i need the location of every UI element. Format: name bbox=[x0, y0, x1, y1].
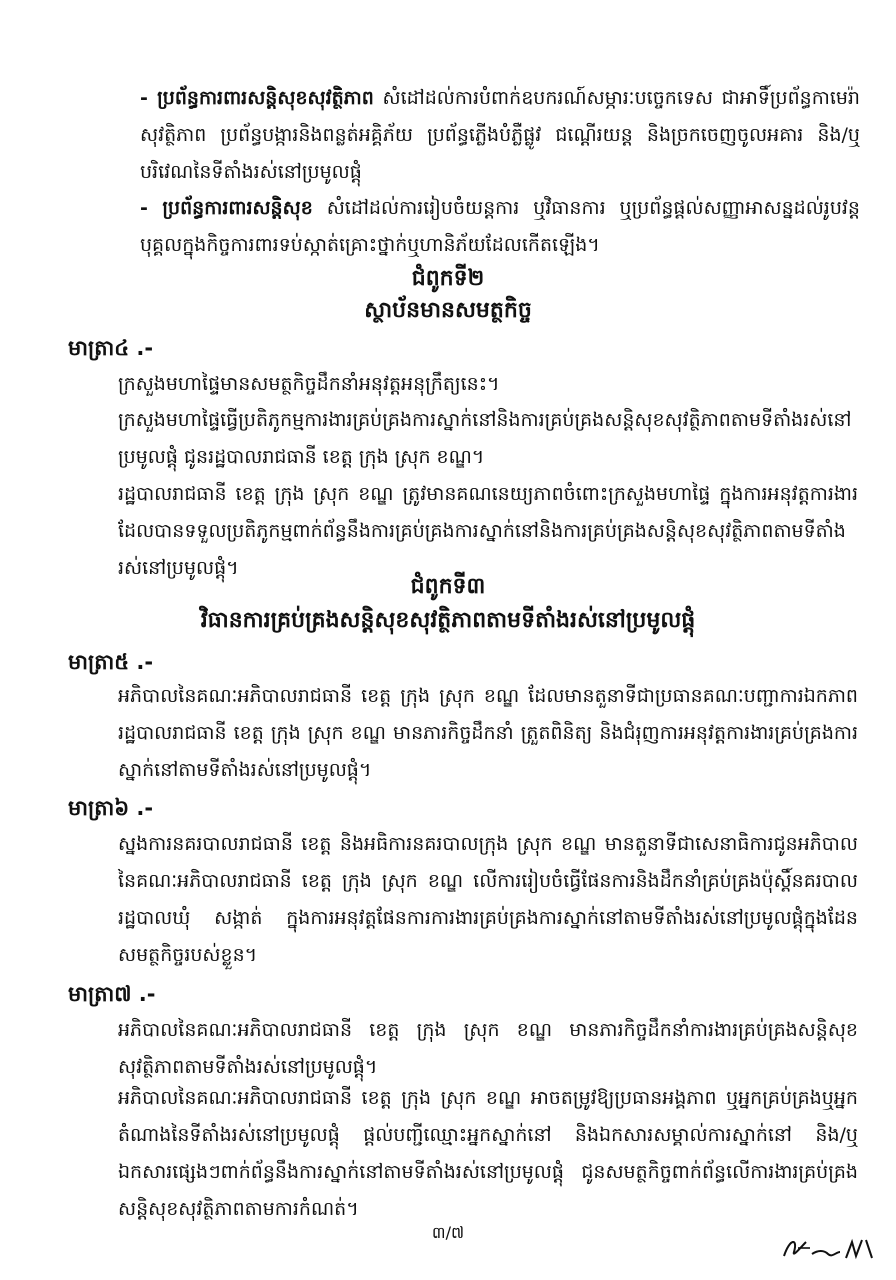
article-4-paragraph-3: រដ្ឋបាលរាជធានី ខេត្ត ក្រុង ស្រុក ខណ្ឌ ត្រូវមានគណនេយ្យភាពចំពោះក្រសួងមហាផ្ទៃ ក្នុងការអនុវត្តការងារដែលបានទទួលប្រតិភូកម្មពាក់ព័ន្ធនឹងការគ្រប់គ្រងការស្នាក់នៅនិងការគ្រប់គ្រងសន្តិសុខសុវត្ថិភាពតាមទីតាំងរស់នៅប្រមូលផ្តុំ។ bbox=[118, 483, 858, 579]
definition-term: - ប្រព័ន្ធការពារសន្តិសុខសុវត្ថិភាព bbox=[140, 87, 374, 109]
article-4-label: មាត្រា៤ .- bbox=[68, 336, 154, 360]
definition-security-protection-system bbox=[140, 190, 860, 264]
article-5-paragraph-1: អភិបាលនៃគណៈអភិបាលរាជធានី ខេត្ត ក្រុង ស្រុក ខណ្ឌ ដែលមានតួនាទីជាប្រធានគណៈបញ្ជាការឯកភាពរដ្ឋបាលរាជធានី ខេត្ត ក្រុង ស្រុក ខណ្ឌ មានភារកិច្ចដឹកនាំ ត្រួតពិនិត្យ និងជំរុញការអនុវត្តការងារគ្រប់គ្រងការស្នាក់នៅតាមទីតាំងរស់នៅប្រមូលផ្តុំ។ bbox=[118, 685, 858, 781]
chapter-2-title: ជំពូកទី២ bbox=[411, 266, 485, 291]
page-number: ៣/៧ bbox=[431, 1223, 465, 1242]
definition-text: សំដៅដល់ការរៀបចំយន្តការ ឬវិធានការ ឬប្រព័ន្ធផ្តល់សញ្ញាអាសន្នដល់រូបវន្តបុគ្គលក្នុងកិច្ចការពារទប់ស្កាត់គ្រោះថ្នាក់ឬហានិភ័យដែលកើតឡើង។ bbox=[140, 197, 860, 256]
article-7-paragraph-1: អភិបាលនៃគណៈអភិបាលរាជធានី ខេត្ត ក្រុង ស្រុក ខណ្ឌ មានភារកិច្ចដឹកនាំការងារគ្រប់គ្រងសន្តិសុខសុវត្ថិភាពតាមទីតាំងរស់នៅប្រមូលផ្តុំ។ bbox=[118, 1019, 858, 1078]
handwritten-initials-icon bbox=[780, 1228, 880, 1268]
article-7-paragraph-2: អភិបាលនៃគណៈអភិបាលរាជធានី ខេត្ត ក្រុង ស្រុក ខណ្ឌ អាចតម្រូវឱ្យប្រធានអង្គភាព ឬអ្នកគ្រប់គ្រងឬអ្នកតំណាងនៃទីតាំងរស់នៅប្រមូលផ្តុំ ផ្តល់បញ្ជីឈ្មោះអ្នកស្នាក់នៅ និងឯកសារសម្គាល់ការស្នាក់នៅ និង/ឬឯកសារផ្សេងៗពាក់ព័ន្ធនឹងការស្នាក់នៅតាមទីតាំងរស់នៅប្រមូលផ្តុំ ជូនសមត្ថកិច្ចពាក់ព័ន្ធលើការងារគ្រប់គ្រងសន្តិសុខសុវត្ថិភាពតាមការកំណត់។ bbox=[118, 1087, 858, 1220]
article-5-label: មាត្រា៥ .- bbox=[68, 650, 154, 674]
chapter-3-title: ជំពូកទី៣ bbox=[410, 574, 486, 599]
definition-security-safety-system bbox=[140, 80, 860, 191]
article-7-label: មាត្រា៧ .- bbox=[68, 982, 156, 1006]
definition-text: សំដៅដល់ការបំពាក់ឧបករណ៍សម្ភារៈបច្ចេកទេស ជាអាទិ៍ប្រព័ន្ធកាមេរ៉ាសុវត្ថិភាព ប្រព័ន្ធបង្ការនិងពន្លត់អគ្គិភ័យ ប្រព័ន្ធភ្លើងបំភ្លឺផ្លូវ ជណ្ដើរយន្ត និងច្រកចេញចូលអគារ និង/ឬបរិវេណនៃទីតាំងរស់នៅប្រមូលផ្តុំ bbox=[140, 87, 860, 183]
article-6-paragraph-1: ស្នងការនគរបាលរាជធានី ខេត្ត និងអធិការនគរបាលក្រុង ស្រុក ខណ្ឌ មានតួនាទីជាសេនាធិការជូនអភិបាលនៃគណៈអភិបាលរាជធានី ខេត្ត ក្រុង ស្រុក ខណ្ឌ លើការរៀបចំធ្វើផែនការនិងដឹកនាំគ្រប់គ្រងប៉ុស្តិ៍នគរបាលរដ្ឋបាលឃុំ សង្កាត់ ក្នុងការអនុវត្តផែនការការងារគ្រប់គ្រងការស្នាក់នៅតាមទីតាំងរស់នៅប្រមូលផ្តុំក្នុងដែនសមត្ថកិច្ចរបស់ខ្លួន។ bbox=[118, 833, 858, 966]
article-4-paragraph-2: ក្រសួងមហាផ្ទៃធ្វើប្រតិភូកម្មការងារគ្រប់គ្រងការស្នាក់នៅនិងការគ្រប់គ្រងសន្តិសុខសុវត្ថិភាពតាមទីតាំងរស់នៅប្រមូលផ្តុំ ជូនរដ្ឋបាលរាជធានី ខេត្ត ក្រុង ស្រុក ខណ្ឌ។ bbox=[118, 409, 852, 468]
article-4-paragraph-1: ក្រសួងមហាផ្ទៃមានសមត្ថកិច្ចដឹកនាំអនុវត្តអនុក្រឹត្យនេះ។ bbox=[118, 373, 500, 395]
definition-term: - ប្រព័ន្ធការពារសន្តិសុខ bbox=[140, 197, 313, 219]
chapter-3-subtitle: វិធានការគ្រប់គ្រងសន្តិសុខសុវត្ថិភាពតាមទីតាំងរស់នៅប្រមូលផ្តុំ bbox=[200, 608, 696, 633]
chapter-2-subtitle: ស្ថាប័នមានសមត្ថកិច្ច bbox=[364, 298, 532, 323]
article-6-label: មាត្រា៦ .- bbox=[68, 796, 154, 820]
